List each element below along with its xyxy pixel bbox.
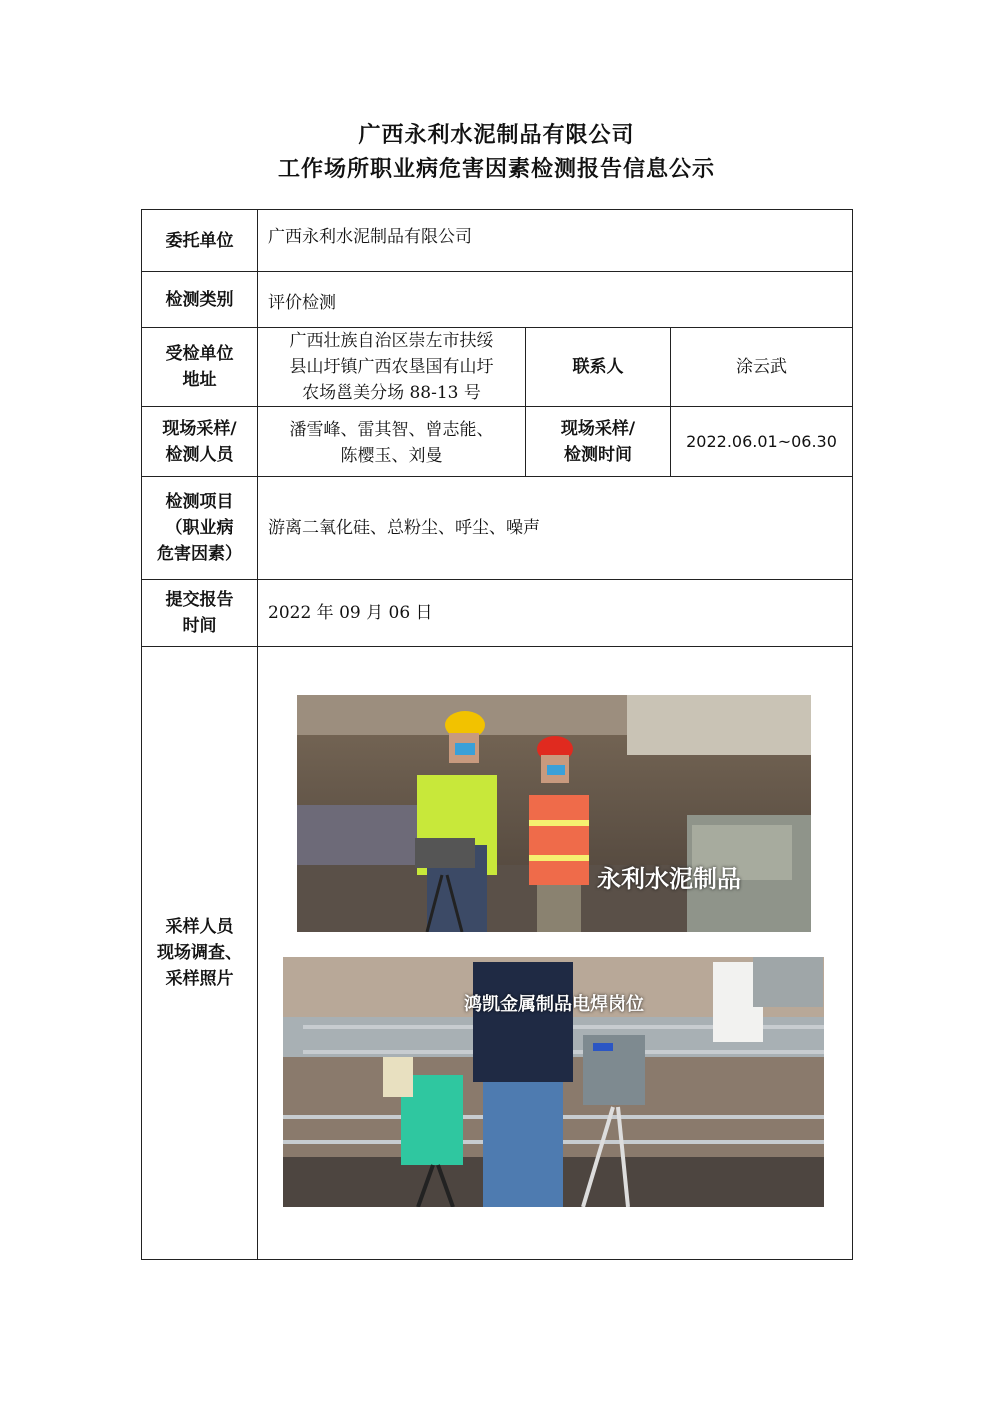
- sampling-time-value: 2022.06.01~06.30: [671, 407, 853, 477]
- contact-value: 涂云武: [671, 328, 853, 407]
- personnel-label: 现场采样/ 检测人员: [142, 407, 258, 477]
- site-photo-2: [283, 957, 824, 1207]
- row-category: [142, 272, 853, 328]
- site-photo-1: [297, 695, 811, 932]
- row-items: [142, 477, 853, 580]
- client-label: 委托单位: [142, 210, 258, 272]
- items-label: 检测项目 （职业病 危害因素）: [142, 477, 258, 580]
- submit-label: 提交报告 时间: [142, 580, 258, 647]
- category-label: 检测类别: [142, 272, 258, 328]
- row-submit: [142, 580, 853, 647]
- photo-2-caption: 鸿凯金属制品电焊岗位: [464, 994, 644, 1015]
- photo-1-caption: 永利水泥制品: [597, 865, 741, 893]
- page-subtitle: 工作场所职业病危害因素检测报告信息公示: [277, 156, 715, 182]
- items-value: 游离二氧化硅、总粉尘、呼尘、噪声: [258, 477, 853, 580]
- row-client: [142, 210, 853, 272]
- address-label: 受检单位 地址: [142, 328, 258, 407]
- row-personnel: [142, 407, 853, 477]
- site-photo-1-image: [297, 695, 811, 932]
- sampling-time-label: 现场采样/ 检测时间: [526, 407, 671, 477]
- row-address: [142, 328, 853, 407]
- contact-label: 联系人: [526, 328, 671, 407]
- category-value: 评价检测: [258, 272, 853, 328]
- submit-value: 2022 年 09 月 06 日: [258, 580, 853, 647]
- page-title: 广西永利水泥制品有限公司: [358, 122, 635, 148]
- address-value: 广西壮族自治区崇左市扶绥 县山圩镇广西农垦国有山圩 农场邕美分场 88-13 号: [258, 328, 526, 407]
- photos-label: 采样人员 现场调查、 采样照片: [142, 647, 258, 1260]
- client-value: 广西永利水泥制品有限公司: [258, 210, 853, 272]
- personnel-value: 潘雪峰、雷其智、曾志能、 陈樱玉、刘曼: [258, 407, 526, 477]
